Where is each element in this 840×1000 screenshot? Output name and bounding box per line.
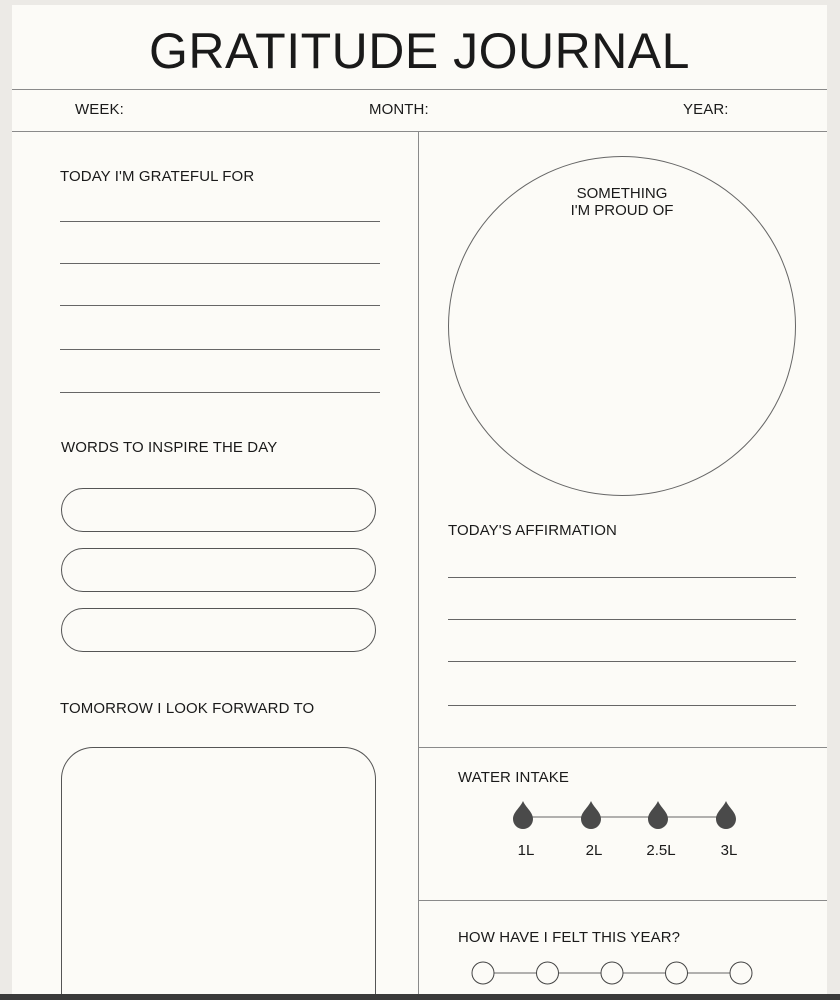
page-title: GRATITUDE JOURNAL <box>149 23 690 79</box>
week-label: WEEK: <box>75 101 124 118</box>
journal-page <box>12 5 827 995</box>
water-heading: WATER INTAKE <box>458 769 569 786</box>
affirmation-heading: TODAY'S AFFIRMATION <box>448 522 617 539</box>
felt-scale-circle[interactable] <box>666 962 688 984</box>
month-label: MONTH: <box>369 101 429 118</box>
felt-scale-circle[interactable] <box>537 962 559 984</box>
water-level-label: 3L <box>720 842 738 859</box>
window-bottom-bar <box>0 994 840 1000</box>
forward-heading: TOMORROW I LOOK FORWARD TO <box>60 700 315 717</box>
year-label: YEAR: <box>683 101 729 118</box>
water-level-label: 2.5L <box>646 842 676 859</box>
felt-scale-circle[interactable] <box>472 962 494 984</box>
water-level-label: 1L <box>517 842 535 859</box>
water-level-label: 2L <box>585 842 603 859</box>
proud-heading-line1: SOMETHING <box>576 185 668 202</box>
felt-heading: HOW HAVE I FELT THIS YEAR? <box>458 929 681 946</box>
felt-scale-tracker <box>12 5 827 995</box>
inspire-heading: WORDS TO INSPIRE THE DAY <box>61 439 278 456</box>
felt-scale-circle[interactable] <box>730 962 752 984</box>
proud-heading-line2: I'M PROUD OF <box>570 202 674 219</box>
grateful-heading: TODAY I'M GRATEFUL FOR <box>60 168 255 185</box>
felt-scale-circle[interactable] <box>601 962 623 984</box>
